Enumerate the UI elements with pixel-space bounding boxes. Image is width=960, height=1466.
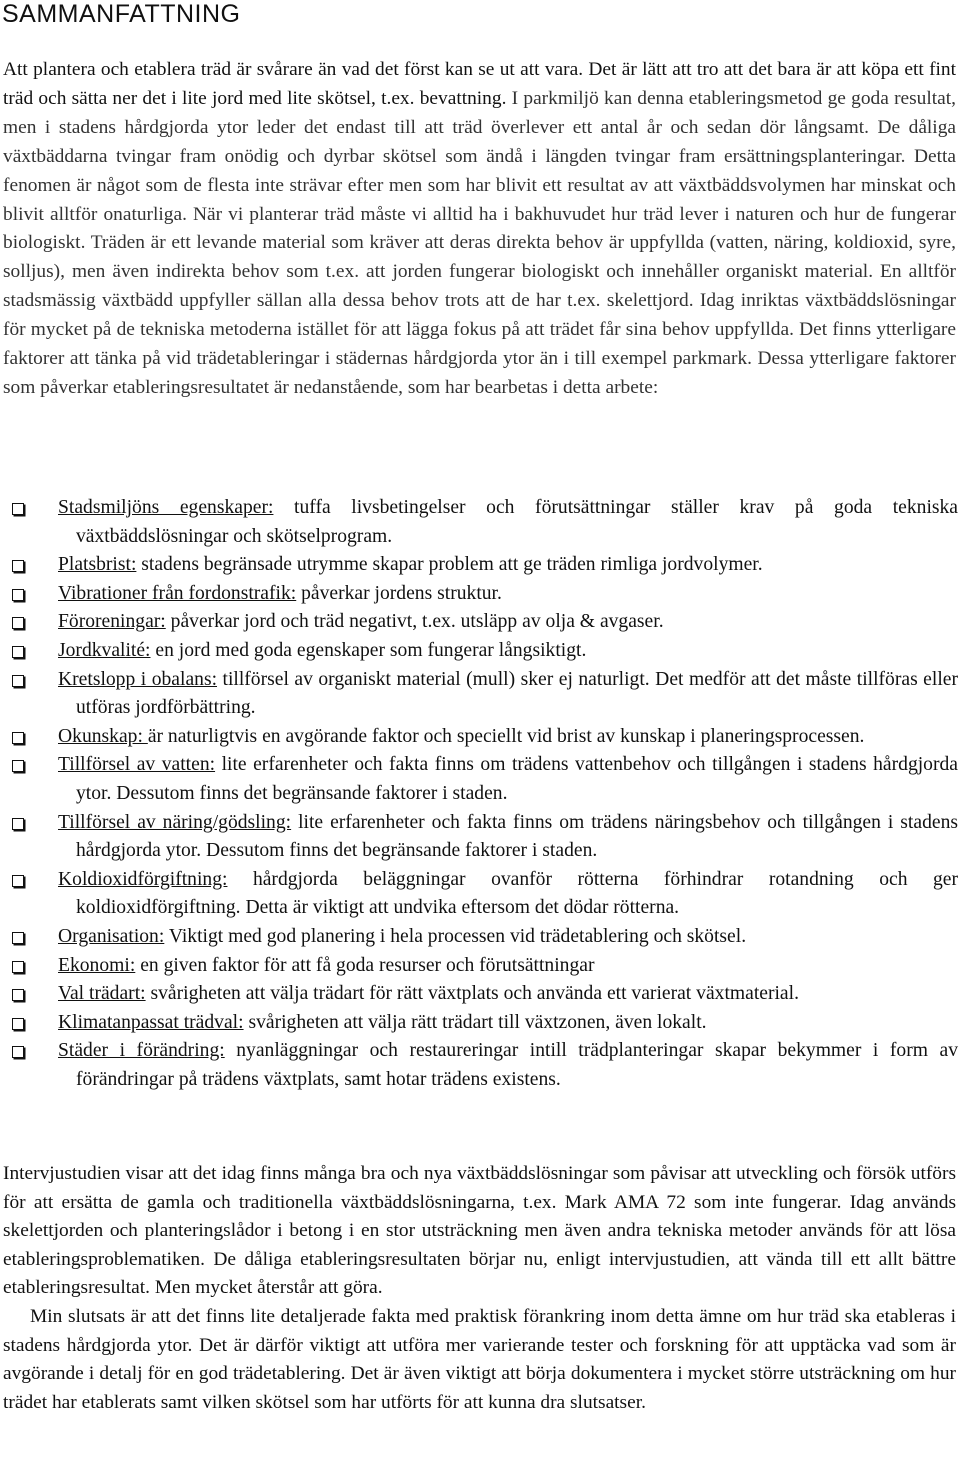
factor-description: påverkar jordens struktur. <box>296 582 502 604</box>
list-item <box>0 637 958 666</box>
factor-description: svårigheten att välja rätt trädart till växtzonen, även lokalt. <box>243 1011 707 1033</box>
list-item <box>0 751 958 808</box>
checkbox-bullet-icon <box>12 732 24 744</box>
factor-list <box>0 494 958 1094</box>
checkbox-bullet-icon <box>12 675 24 687</box>
interview-paragraph: Intervjustudien visar att det idag finns många bra och nya växtbäddslösningar som påvisar att utveckling och försök utförs för att ersätta de gamla och traditionella växtbäddslösningarna, t.ex. Mark AMA 72 som inte fungerar. Idag används skelettjorden och planteringslådor i betong i en stor utsträckning men även andra tekniska metoder används för att lösa etableringsproblematiken. De dåliga etableringsresultaten börjar nu, enligt intervjustudien, att vända till ett allt bättre etableringsresultat. Men mycket återstår att göra. <box>3 1163 956 1299</box>
factor-term: Jordkvalité: <box>58 639 151 661</box>
checkbox-bullet-icon <box>12 617 24 629</box>
page-title: SAMMANFATTNING <box>2 0 241 28</box>
intro-lead-sentence: Att plantera och etablera träd är svårare än vad det först kan se ut att vara. Det är lätt att tro att det bara är att köpa ett fint träd och sätta ner det i lite jord med lite skötsel, t.ex. bevattning. <box>3 59 956 109</box>
checkbox-bullet-icon <box>12 646 24 658</box>
list-item <box>0 809 958 866</box>
factor-term: Okunskap: <box>58 725 148 747</box>
conclusion-section <box>3 1160 956 1417</box>
factor-term: Koldioxidförgiftning: <box>58 868 228 890</box>
conclusion-paragraph: Min slutsats är att det finns lite detaljerade fakta med praktisk förankring inom detta ämne om hur träd ska etableras i stadens hårdgjorda ytor. Det är därför viktigt att utföra mer varierande tester och forskning för att upptäcka vad som är avgörande i detalj för en god trädetablering. Det är även viktigt att börja dokumentera i mycket större utsträckning om hur trädet har etablerats samt vilken skötsel som har utförts för att kunna dra slutsatser. <box>3 1305 956 1413</box>
list-item <box>0 866 958 923</box>
checkbox-bullet-icon <box>12 560 24 572</box>
checkbox-bullet-icon <box>12 932 24 944</box>
factor-term: Föroreningar: <box>58 611 166 633</box>
list-item <box>0 666 958 723</box>
factor-term: Val trädart: <box>58 983 146 1005</box>
factor-term: Städer i förändring: <box>58 1040 225 1062</box>
factor-description: tuffa livsbetingelser och förutsättningar ställer krav på goda tekniska växtbäddslösningar och skötselprogram. <box>76 497 959 547</box>
factor-description: är naturligtvis en avgörande faktor och speciellt vid brist av kunskap i planeringsprocessen. <box>147 725 865 747</box>
list-item <box>0 608 958 637</box>
factor-description: tillförsel av organiskt material (mull) sker ej naturligt. Det medför att det måste tillföras eller utföras jordförbättring. <box>76 668 958 719</box>
list-item <box>0 1037 958 1094</box>
factor-term: Ekonomi: <box>58 954 136 976</box>
factor-description: stadens begränsade utrymme skapar problem att ge träden rimliga jordvolymer. <box>136 554 763 576</box>
factor-description: nyanläggningar och restaureringar intill trädplanteringar skapar bekymmer i form av förändringar på trädens växtplats, samt hotar trädens existens. <box>76 1040 958 1090</box>
factor-description: svårigheten att välja trädart för rätt växtplats och använda ett varierat växtmaterial. <box>145 983 799 1005</box>
factor-term: Stadsmiljöns egenskaper: <box>58 497 274 518</box>
checkbox-bullet-icon <box>12 989 24 1001</box>
checkbox-bullet-icon <box>12 589 24 601</box>
checkbox-bullet-icon <box>12 818 24 830</box>
list-item <box>0 723 958 752</box>
intro-body-text: I parkmiljö kan denna etableringsmetod ge goda resultat, men i stadens hårdgjorda ytor leder det endast till att träd överlever ett antal år och sedan dör långsamt. De dåliga växtbäddarna tvingar fram onödig och dyrbar skötsel som ändå i längden tvingar fram ersättningsplanteringar. Detta fenomen är något som de flesta inte strävar efter men som har blivit ett resultat av att växtbäddsvolymen har minskat och blivit alltför onaturliga. När vi planterar träd måste vi alltid ha i bakhuvudet hur träd lever i naturen och hur de fungerar biologiskt. Träden är ett levande material som kräver att deras direkta behov är uppfyllda (vatten, näring, koldioxid, syre, solljus), men även indirekta behov som t.ex. att jorden fungerar biologiskt och innehåller organiskt material. En alltför stadsmässig växtbädd uppfyller sällan alla dessa behov trots att de har t.ex. skelettjord. Idag inriktas växtbäddslösningar för mycket på de tekniska metoderna istället för att lägga fokus på att trädet får sina behov uppfyllda. Det finns ytterligare faktorer att tänka på vid trädetableringar i städernas hårdgjorda ytor än i till exempel parkmark. Dessa ytterligare faktorer som påverkar etableringsresultatet är nedanstående, som har bearbetas i detta arbete: <box>3 87 956 398</box>
factor-description: en given faktor för att få goda resurser och förutsättningar <box>135 954 595 976</box>
factor-description: lite erfarenheter och fakta finns om trädens näringsbehov och tillgången i stadens hårdgjorda ytor. Dessutom finns det begränsande faktorer i staden. <box>76 811 958 862</box>
checkbox-bullet-icon <box>12 1018 24 1030</box>
factor-description: lite erfarenheter och fakta finns om trädens vattenbehov och tillgången i stadens hårdgjorda ytor. Dessutom finns det begränsande faktorer i staden. <box>76 754 958 804</box>
list-item <box>0 551 958 580</box>
list-item <box>0 1009 958 1038</box>
list-item <box>0 923 958 952</box>
checkbox-bullet-icon <box>12 760 24 772</box>
factor-description: hårdgjorda beläggningar ovanför rötterna förhindrar rotandning och ger koldioxidförgiftning. Detta är viktigt att undvika eftersom det dödar rötterna. <box>76 868 958 919</box>
factor-description: Viktigt med god planering i hela processen vid trädetablering och skötsel. <box>164 925 747 947</box>
factor-term: Organisation: <box>58 925 165 947</box>
intro-paragraph <box>3 56 956 403</box>
factor-term: Tillförsel av näring/gödsling: <box>58 811 292 833</box>
factor-term: Kretslopp i obalans: <box>58 668 218 690</box>
factor-description: påverkar jord och träd negativt, t.ex. utsläpp av olja & avgaser. <box>165 611 664 633</box>
list-item <box>0 580 958 609</box>
checkbox-bullet-icon <box>12 875 24 887</box>
factor-term: Tillförsel av vatten: <box>58 754 216 776</box>
checkbox-bullet-icon <box>12 961 24 973</box>
checkbox-bullet-icon <box>12 1046 24 1058</box>
factor-term: Vibrationer från fordonstrafik: <box>58 582 297 604</box>
list-item <box>0 494 958 551</box>
list-item <box>0 952 958 981</box>
list-item <box>0 980 958 1009</box>
factor-term: Platsbrist: <box>58 554 137 576</box>
checkbox-bullet-icon <box>12 503 24 515</box>
factor-term: Klimatanpassat trädval: <box>58 1011 244 1033</box>
factor-description: en jord med goda egenskaper som fungerar långsiktigt. <box>150 639 587 661</box>
